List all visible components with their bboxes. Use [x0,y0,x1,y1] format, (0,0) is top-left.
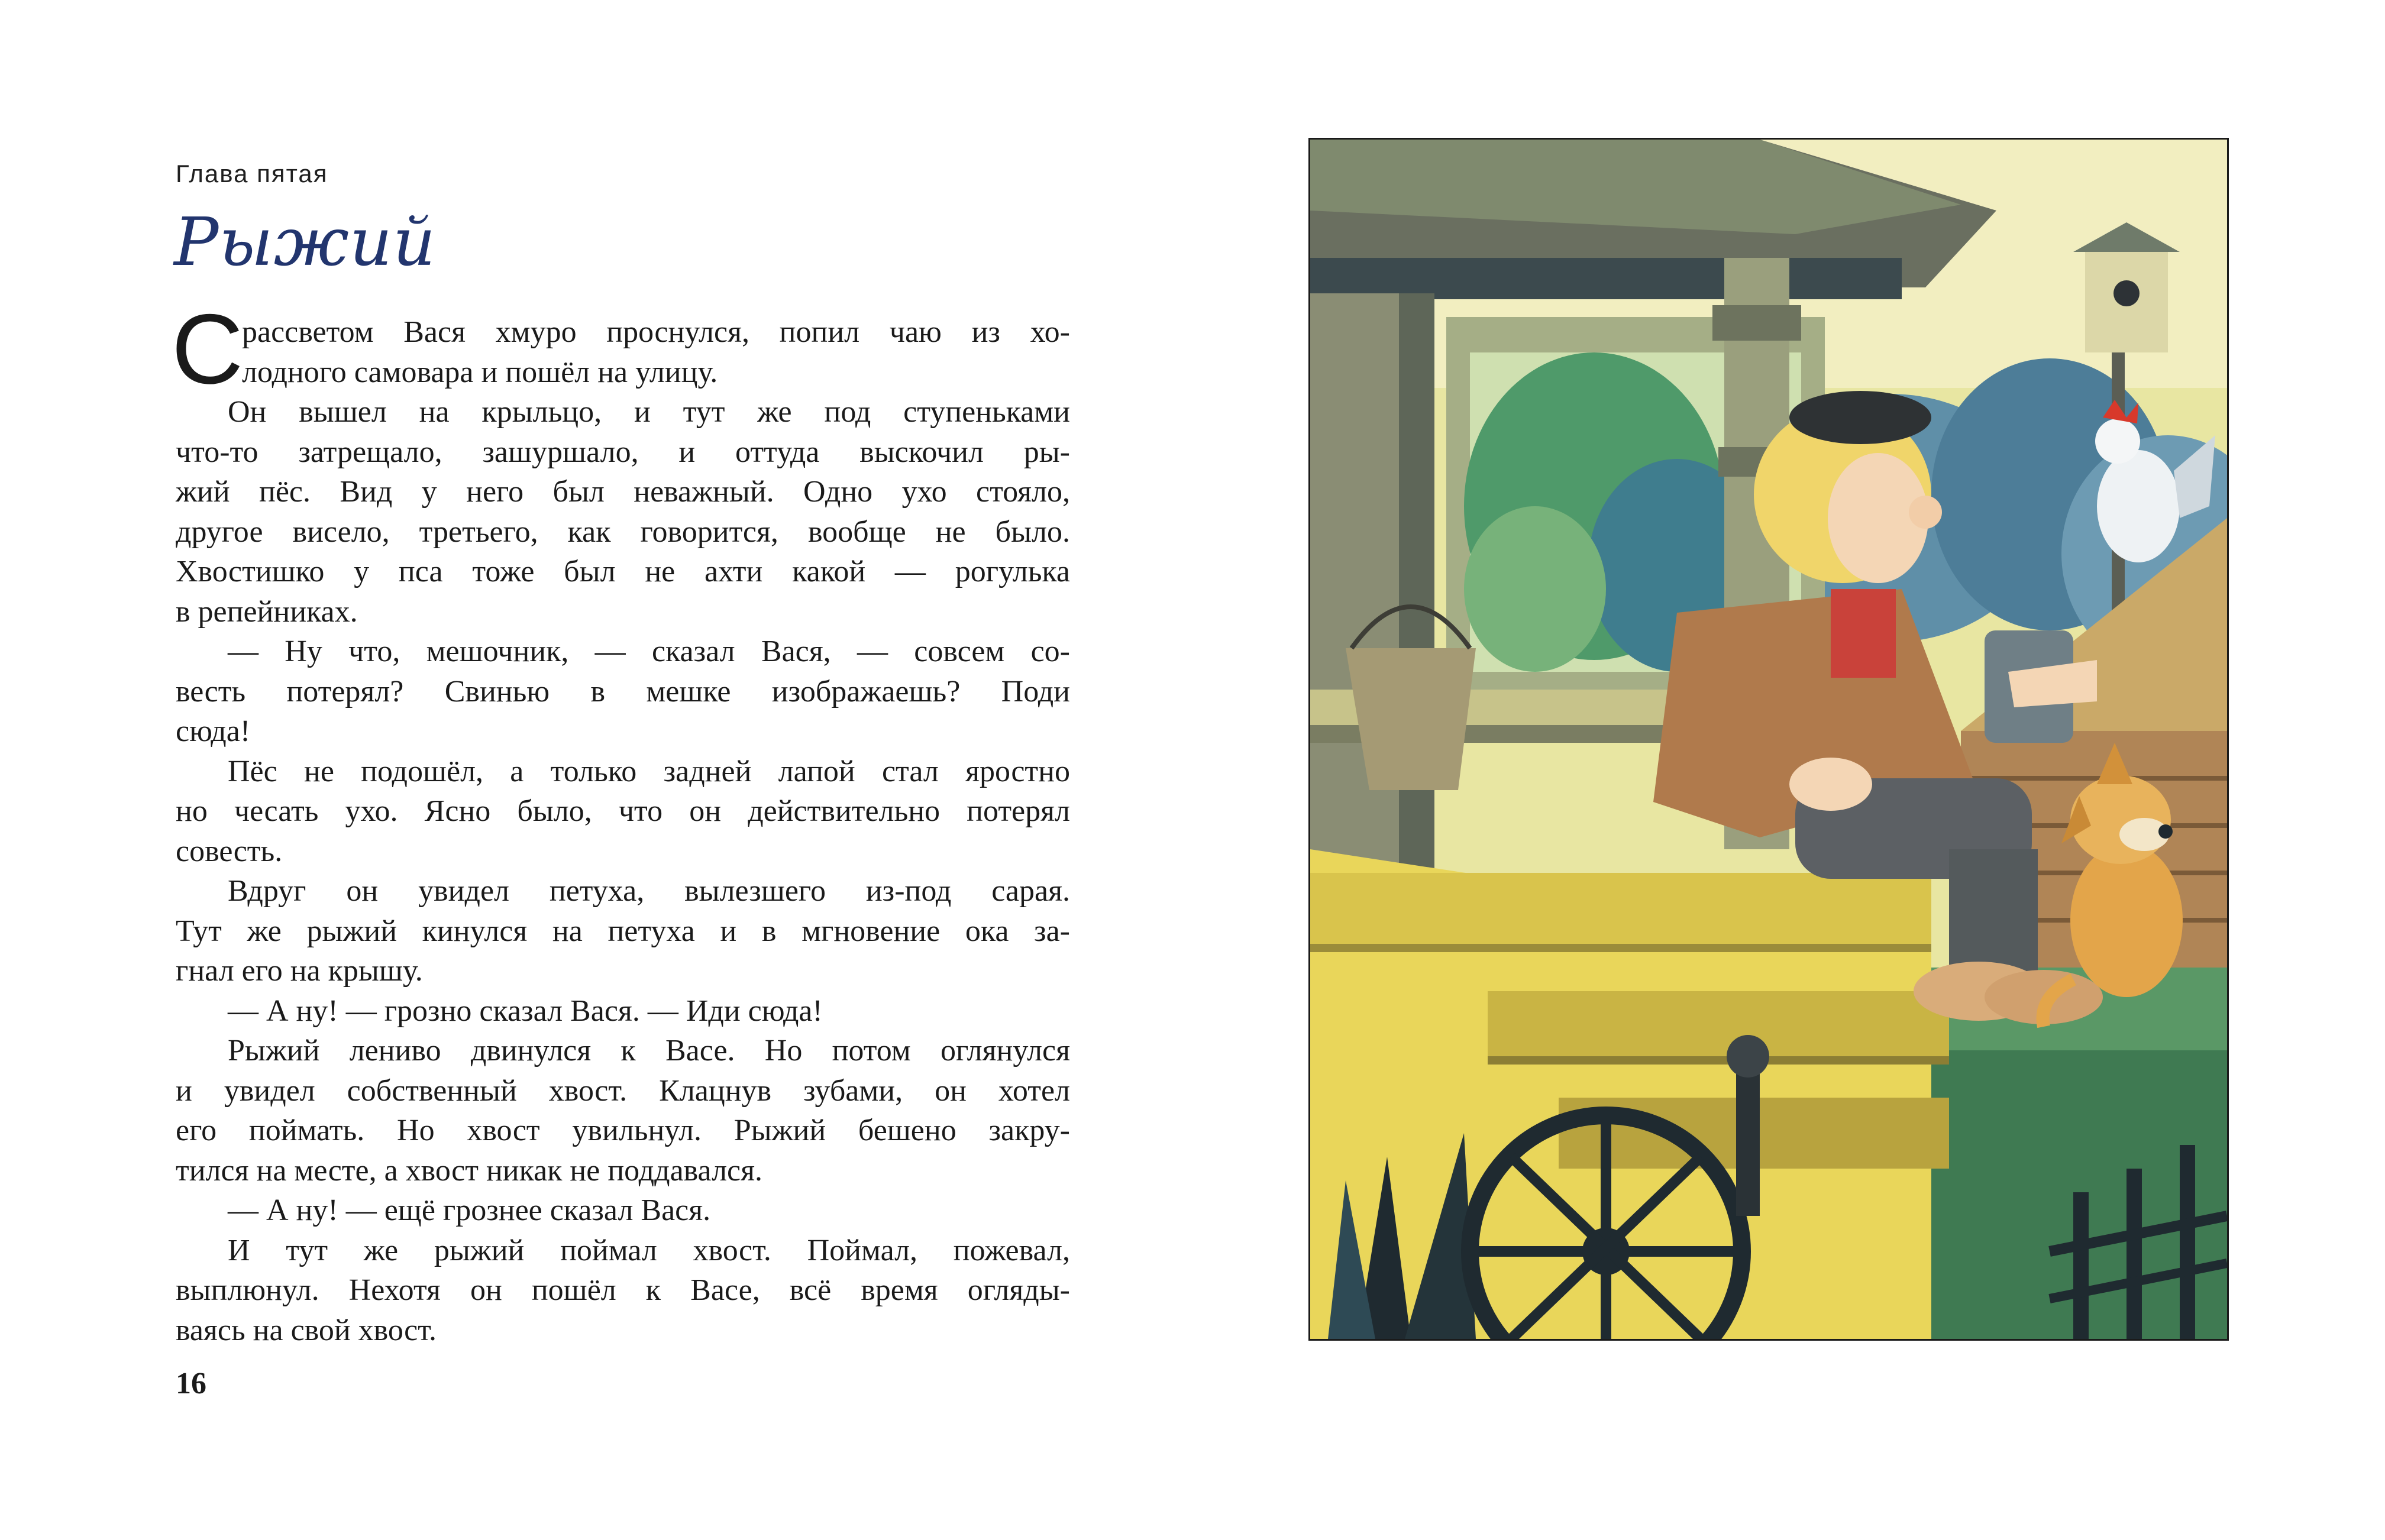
pipe-valve [1727,1035,1769,1078]
pipe [1736,1062,1760,1216]
chapter-title: Рыжий [174,204,437,281]
step-edge [1310,944,1931,952]
text-line: выплюнул. Нехотя он пошёл к Васе, всё время огляды- [176,1273,1070,1307]
text-line: лодного самовара и пошёл на улицу. [242,355,718,389]
text-line: весть потерял? Свинью в мешке изображаешь? Поди [176,674,1070,708]
fence-post [2127,1169,2142,1339]
birdhouse-hole [2113,280,2140,306]
text-line: другое висело, третьего, как говорится, вообще не было. [176,515,1070,549]
text-line: в репейниках. [176,594,358,629]
text-line: но чесать ухо. Ясно было, что он действительно потерял [176,794,1070,828]
post-capital [1712,305,1801,341]
text-line: ваясь на свой хвост. [176,1313,437,1347]
text-line: жий пёс. Вид у него был неважный. Одно ухо стояло, [176,475,1070,509]
text-line: совесть. [176,834,283,868]
boy-nose [1909,496,1942,529]
fence-post [2073,1192,2089,1339]
text-line: гнал его на крышу. [176,954,423,988]
step-2 [1488,991,1949,1056]
text-line: Он вышел на крыльцо, и тут же под ступеньками [228,395,1070,429]
illustration [1308,138,2229,1341]
text-line: рассветом Вася хмуро проснулся, попил чаю из хо- [242,315,1070,349]
text-line: что-то затрещало, зашуршало, и оттуда выскочил ры- [176,435,1070,469]
text-line: Вдруг он увидел петуха, вылезшего из-под сарая. [228,874,1070,908]
plant-leaves-3 [1464,506,1606,672]
boy-leg [1949,849,2038,979]
text-line: Хвостишко у пса тоже был не ахти какой — рогулька [176,555,1070,588]
boy-scarf [1831,589,1896,678]
step-edge [1488,1056,1949,1065]
text-line: Рыжий лениво двинулся к Васе. Но потом оглянулся [228,1034,1070,1067]
text-line: сюда! [176,714,251,748]
text-line: и увидел собственный хвост. Клацнув зубами, он хотел [176,1073,1070,1108]
text-line: Тут же рыжий кинулся на петуха и в мгновение ока за- [176,914,1070,948]
page-number: 16 [176,1367,206,1400]
text-line: тился на месте, а хвост никак не поддавался. [176,1153,763,1188]
drop-cap: С [172,293,244,405]
boy-cap [1789,391,1931,444]
text-line: — А ну! — грозно сказал Вася. — Иди сюда! [228,994,823,1028]
step-1 [1310,873,1931,944]
left-page [0,0,1192,1540]
body-text [176,312,1070,1350]
illustration-art [1310,140,2227,1339]
fence-post [2180,1145,2195,1339]
rooster-body [2097,450,2180,562]
dog-nose [2158,824,2173,839]
text-line: Пёс не подошёл, а только задней лапой стал яростно [228,754,1070,788]
text-line: — А ну! — ещё грознее сказал Вася. [228,1193,711,1227]
dog-body [2070,843,2183,997]
text-line: — Ну что, мешочник, — сказал Вася, — совсем со- [228,635,1070,668]
text-line: И тут же рыжий поймал хвост. Поймал, пожевал, [228,1233,1070,1267]
boy-hand-on-knee [1789,758,1872,811]
roof-beam [1310,258,1902,299]
text-line: его поймать. Но хвост увильнул. Рыжий бешено закру- [176,1114,1070,1147]
rooster-head [2095,419,2140,464]
chapter-label: Глава пятая [176,160,328,187]
